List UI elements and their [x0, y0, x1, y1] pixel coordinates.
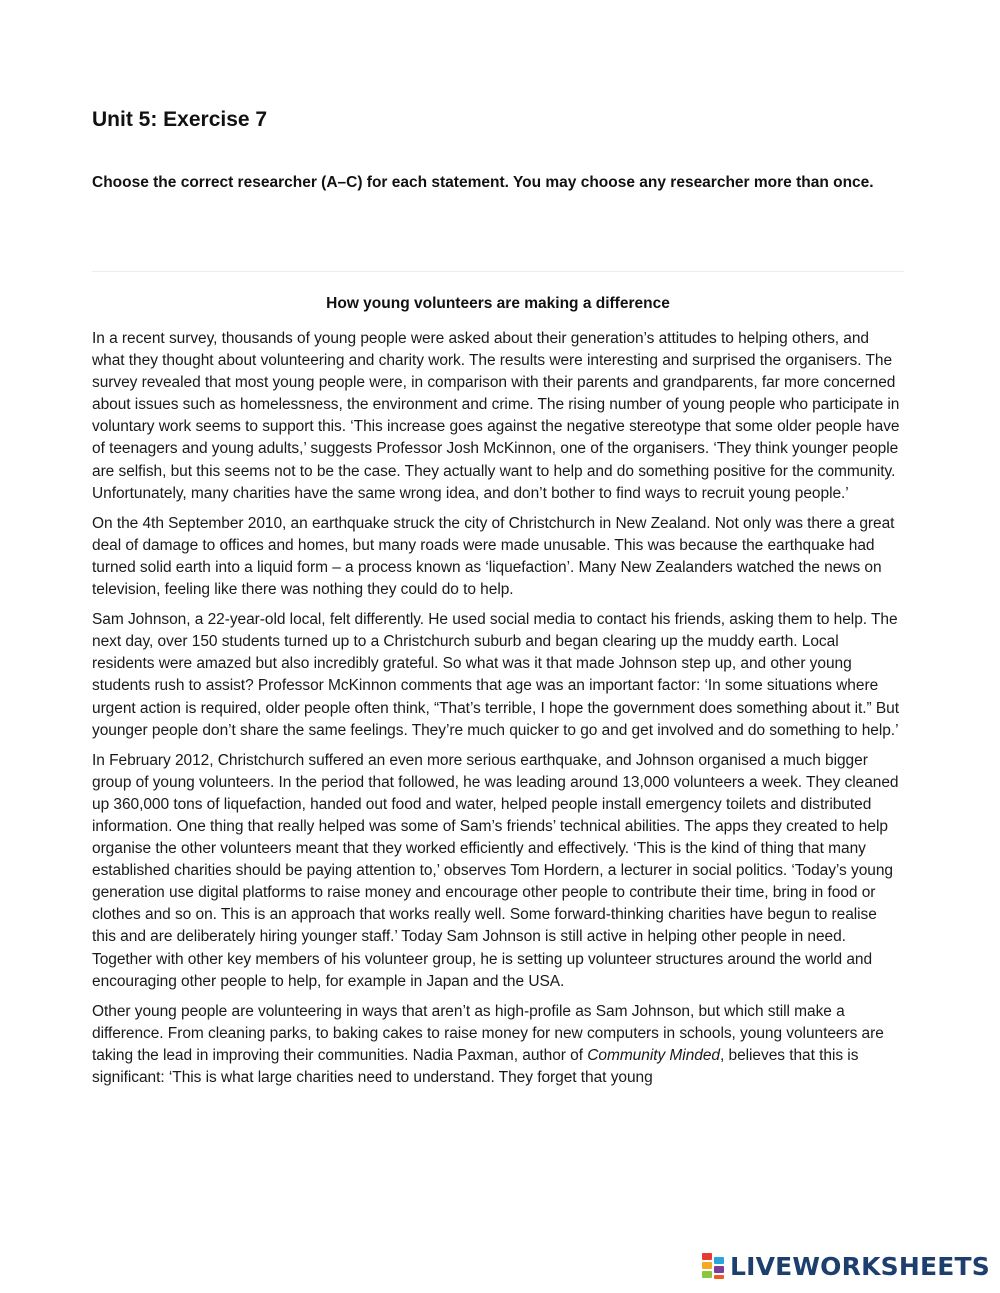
paragraph-last: [92, 1001, 904, 1089]
book-title: Community Minded: [587, 1046, 720, 1064]
paragraph: In a recent survey, thousands of young people were asked about their generation’s attitudes to helping others, and what they thought about volunteering and charity work. The results were interesting and surprised the organisers. The survey revealed that most young people were, in comparison with their parents and grandparents, far more concerned about issues such as homelessness, the environment and crime. The rising number of young people who participate in voluntary work seems to support this. ‘This increase goes against the negative stereotype that some older people have of teenagers and young adults,’ suggests Professor Josh McKinnon, one of the organisers. ‘They think younger people are selfish, but this seems not to be the case. They actually want to help and do something positive for the community. Unfortunately, many charities have the same wrong idea, and don’t bother to find ways to recruit young people.’: [92, 330, 900, 502]
instructions: Choose the correct researcher (A–C) for each statement. You may choose any researcher more than once.: [92, 174, 874, 191]
page-title: Unit 5: Exercise 7: [92, 108, 268, 131]
paragraph: In February 2012, Christchurch suffered an even more serious earthquake, and Johnson organised a much bigger group of young volunteers. In the period that followed, he was leading around 13,000 volunteers a week. They cleaned up 360,000 tons of liquefaction, handed out food and water, helped people install emergency toilets and distributed information. One thing that really helped was some of Sam’s friends’ technical abilities. The apps they created to help organise the other volunteers meant that they worked efficiently and effectively. ‘This is the kind of thing that many established charities should be paying attention to,’ observes Tom Hordern, a lecturer in social politics. ‘Today’s young generation use digital platforms to raise money and encourage other people to contribute their time, bring in food or clothes and so on. This is an approach that works really well. Some forward-thinking charities have begun to realise this and are deliberately hiring younger staff.’ Today Sam Johnson is still active in helping other people in need. Together with other key members of his volunteer group, he is setting up volunteer structures around the world and encouraging other people to help, for example in Japan and the USA.: [92, 751, 899, 990]
logo-text: LIVEWORKSHEETS: [729, 1251, 990, 1281]
liveworksheets-logo[interactable]: [702, 1251, 990, 1281]
paragraph: On the 4th September 2010, an earthquake struck the city of Christchurch in New Zealand. Not only was there a great deal of damage to offices and homes, but many roads were made unusable. This was because the earthquake had turned solid earth into a liquid form – a process known as ‘liquefaction’. Many New Zealanders watched the news on television, feeling like there was nothing they could do to help.: [92, 514, 895, 599]
paragraph: Sam Johnson, a 22-year-old local, felt differently. He used social media to contact his friends, asking them to help. The next day, over 150 students turned up to a Christchurch suburb and began clearing up the muddy earth. Local residents were amazed but also incredibly grateful. So what was it that made Johnson step up, and other young students rush to assist? Professor McKinnon comments that age was an important factor: ‘In some situations where urgent action is required, older people often think, “That’s terrible, I hope the government does something about it.” But younger people don’t share the same feelings. They’re much quicker to go and get involved and do something to help.’: [92, 611, 899, 739]
paragraph-text: , believes that this is significant: ‘This is what large charities need to understand. They forget that young: [92, 1046, 859, 1086]
article-title: How young volunteers are making a difference: [326, 295, 670, 312]
article-body: [92, 328, 904, 1097]
liveworksheets-logo-icon: [702, 1253, 726, 1279]
divider: [92, 271, 904, 272]
paragraph-text: Other young people are volunteering in ways that aren’t as high-profile as Sam Johnson, but which still make a difference. From cleaning parks, to baking cakes to raise money for new computers in schools, young volunteers are taking the lead in improving their communities. Nadia Paxman, author of: [92, 1002, 884, 1064]
